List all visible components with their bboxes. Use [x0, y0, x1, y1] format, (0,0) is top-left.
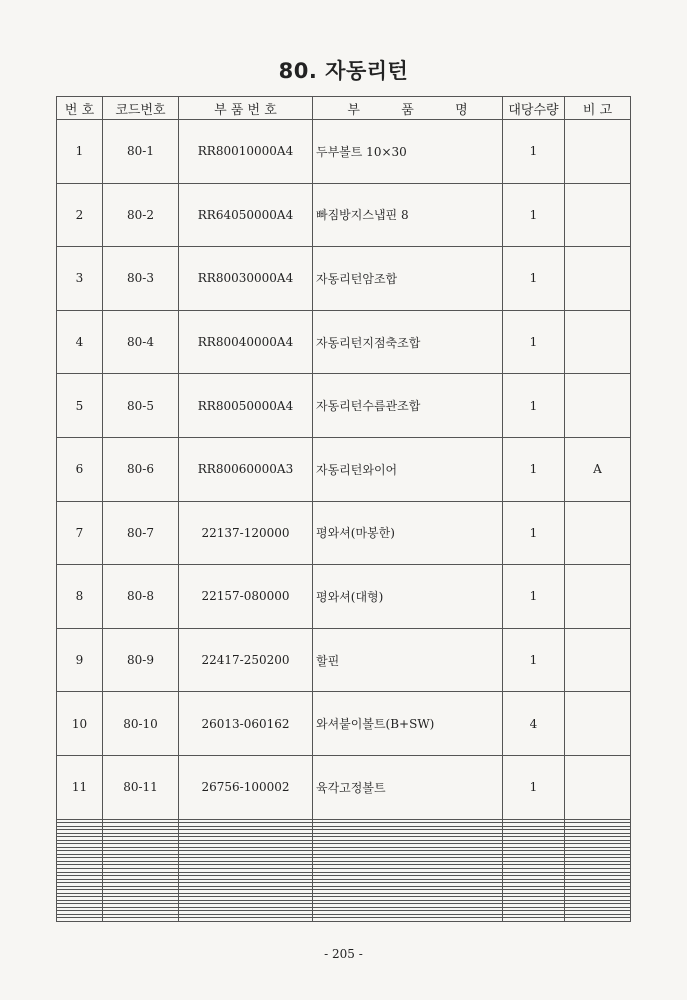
cell-part-name	[313, 918, 503, 922]
table-row	[57, 692, 631, 756]
cell-code: 80-6	[103, 437, 179, 501]
cell-part-number	[179, 918, 313, 922]
cell-part-name: 자동리턴암조합	[313, 247, 503, 311]
cell-code: 80-1	[103, 120, 179, 184]
cell-part-name: 평와셔(마봉한)	[313, 501, 503, 565]
header-quantity: 대당수량	[503, 97, 565, 120]
cell-part-name: 평와셔(대형)	[313, 565, 503, 629]
cell-remarks	[565, 247, 631, 311]
cell-code: 80-11	[103, 755, 179, 819]
table-row	[57, 120, 631, 184]
table-row	[57, 755, 631, 819]
cell-part-number: 22137-120000	[179, 501, 313, 565]
cell-quantity	[503, 918, 565, 922]
cell-remarks	[565, 628, 631, 692]
cell-remarks	[565, 310, 631, 374]
cell-remarks	[565, 565, 631, 629]
cell-quantity: 1	[503, 437, 565, 501]
cell-remarks	[565, 755, 631, 819]
cell-quantity: 1	[503, 374, 565, 438]
cell-number: 9	[57, 628, 103, 692]
cell-part-number: 26756-100002	[179, 755, 313, 819]
cell-number: 3	[57, 247, 103, 311]
cell-number: 5	[57, 374, 103, 438]
table-row	[57, 310, 631, 374]
table-row	[57, 183, 631, 247]
table-row	[57, 374, 631, 438]
cell-remarks	[565, 374, 631, 438]
cell-part-name: 할핀	[313, 628, 503, 692]
header-code: 코드번호	[103, 97, 179, 120]
cell-number: 7	[57, 501, 103, 565]
cell-code: 80-5	[103, 374, 179, 438]
cell-remarks: A	[565, 437, 631, 501]
cell-number: 1	[57, 120, 103, 184]
cell-number: 10	[57, 692, 103, 756]
cell-part-number: 26013-060162	[179, 692, 313, 756]
cell-remarks	[565, 918, 631, 922]
cell-quantity: 1	[503, 120, 565, 184]
table-row	[57, 247, 631, 311]
cell-number: 2	[57, 183, 103, 247]
cell-part-number: RR80010000A4	[179, 120, 313, 184]
cell-code	[103, 918, 179, 922]
cell-quantity: 1	[503, 247, 565, 311]
cell-number: 4	[57, 310, 103, 374]
cell-number: 8	[57, 565, 103, 629]
table-row	[57, 437, 631, 501]
cell-code: 80-2	[103, 183, 179, 247]
parts-table	[56, 96, 631, 922]
cell-part-number: 22417-250200	[179, 628, 313, 692]
page-number: - 205 -	[324, 947, 363, 961]
cell-quantity: 1	[503, 501, 565, 565]
cell-code: 80-9	[103, 628, 179, 692]
cell-quantity: 1	[503, 310, 565, 374]
cell-quantity: 1	[503, 183, 565, 247]
cell-part-number: RR80040000A4	[179, 310, 313, 374]
table-row	[57, 565, 631, 629]
cell-code: 80-8	[103, 565, 179, 629]
cell-part-number: RR80060000A3	[179, 437, 313, 501]
cell-code: 80-7	[103, 501, 179, 565]
table-body	[57, 120, 631, 922]
cell-number: 6	[57, 437, 103, 501]
header-remarks: 비 고	[565, 97, 631, 120]
cell-part-name: 두부볼트 10×30	[313, 120, 503, 184]
cell-quantity: 4	[503, 692, 565, 756]
table-header-row	[57, 97, 631, 120]
cell-quantity: 1	[503, 565, 565, 629]
cell-number	[57, 918, 103, 922]
cell-remarks	[565, 120, 631, 184]
cell-number: 11	[57, 755, 103, 819]
cell-part-name: 육각고정볼트	[313, 755, 503, 819]
cell-part-name: 와셔붙이볼트(B+SW)	[313, 692, 503, 756]
cell-remarks	[565, 692, 631, 756]
cell-part-number: RR64050000A4	[179, 183, 313, 247]
cell-part-name: 자동리턴지점축조합	[313, 310, 503, 374]
table-row	[57, 501, 631, 565]
page-title: 80. 자동리턴	[278, 59, 409, 83]
cell-remarks	[565, 183, 631, 247]
cell-remarks	[565, 501, 631, 565]
cell-quantity: 1	[503, 628, 565, 692]
table-row-empty	[57, 918, 631, 922]
cell-code: 80-3	[103, 247, 179, 311]
header-part-name: 부 품 명	[313, 97, 503, 120]
cell-part-number: 22157-080000	[179, 565, 313, 629]
cell-code: 80-4	[103, 310, 179, 374]
cell-part-number: RR80030000A4	[179, 247, 313, 311]
header-part-number: 부 품 번 호	[179, 97, 313, 120]
cell-code: 80-10	[103, 692, 179, 756]
cell-part-name: 빠짐방지스냅핀 8	[313, 183, 503, 247]
cell-part-name: 자동리턴와이어	[313, 437, 503, 501]
header-number: 번 호	[57, 97, 103, 120]
cell-quantity: 1	[503, 755, 565, 819]
cell-part-name: 자동리턴수름관조합	[313, 374, 503, 438]
table-row	[57, 628, 631, 692]
cell-part-number: RR80050000A4	[179, 374, 313, 438]
